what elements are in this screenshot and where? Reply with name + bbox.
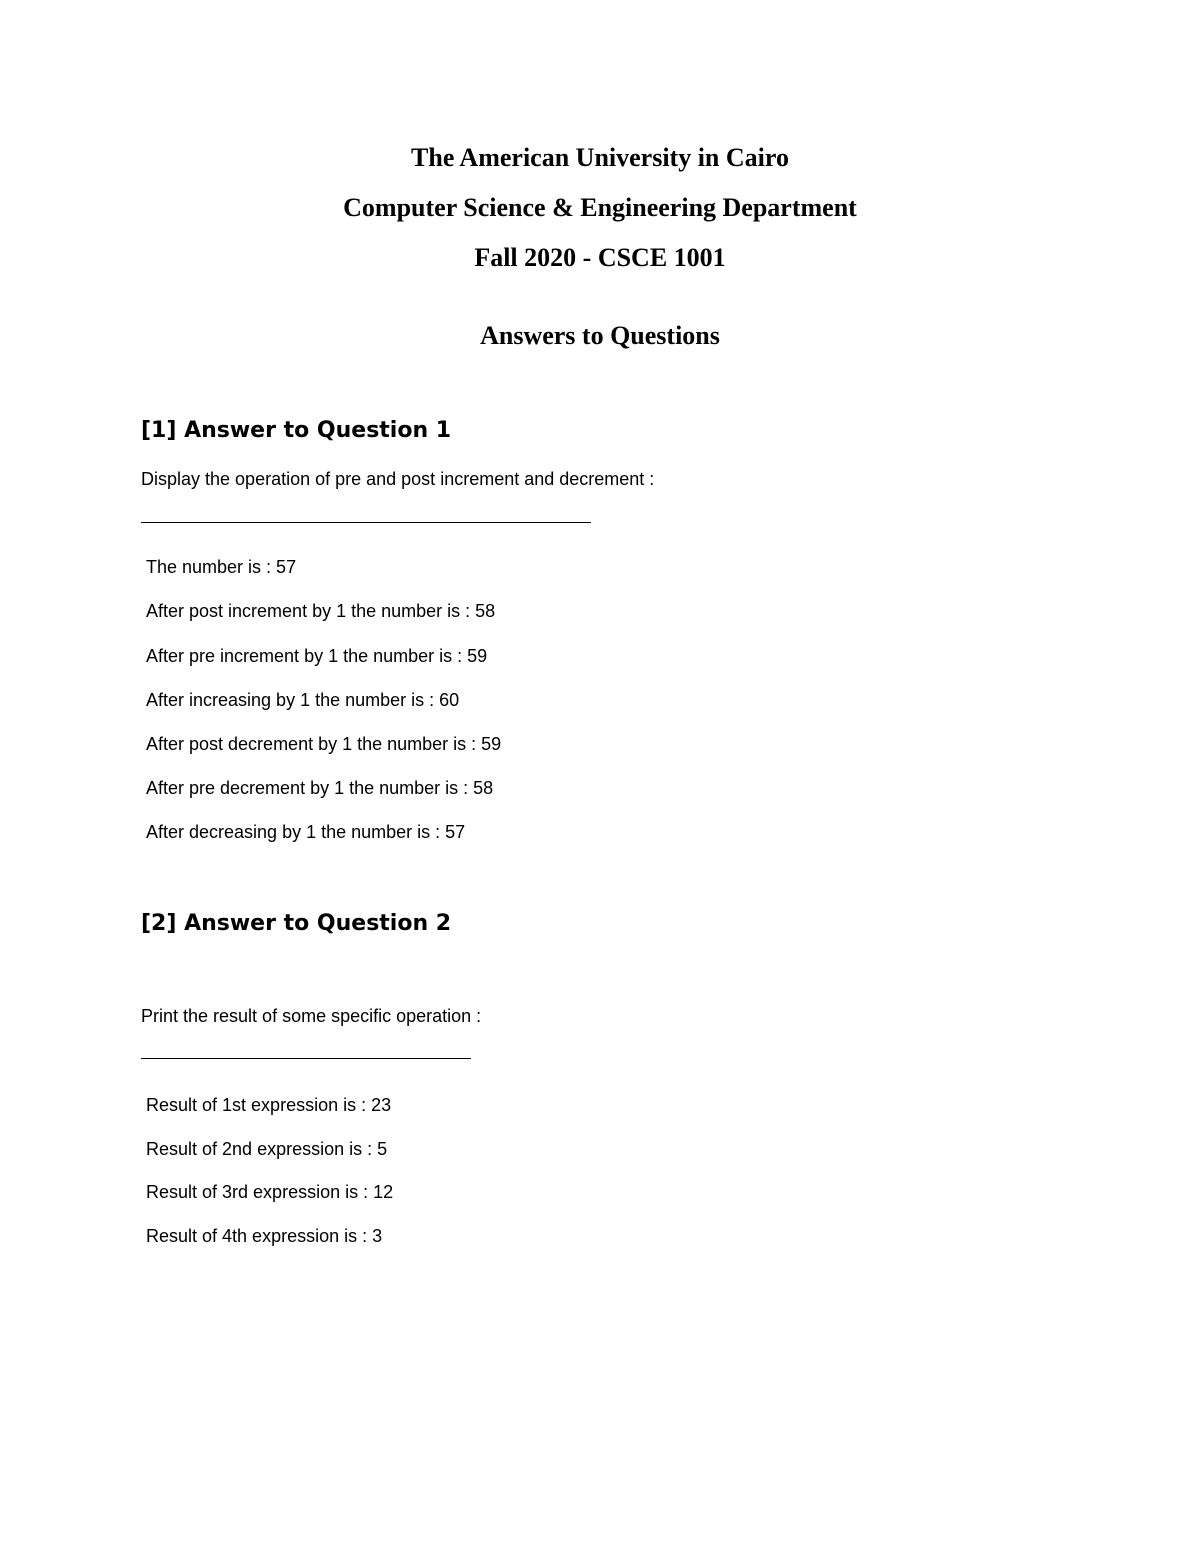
section-1-output-line: After decreasing by 1 the number is : 57: [146, 822, 466, 842]
section-2-output-line: Result of 2nd expression is : 5: [146, 1139, 388, 1159]
section-1-output-line: After post decrement by 1 the number is : 59: [146, 734, 502, 754]
section-2-output-line: Result of 4th expression is : 3: [146, 1226, 383, 1246]
section-1-heading: [1] Answer to Question 1: [141, 418, 452, 443]
section-2-divider: [141, 1058, 471, 1059]
section-2-intro: Print the result of some specific operation :: [141, 1006, 482, 1026]
section-1-output-line: The number is : 57: [146, 557, 297, 577]
department-name: Computer Science & Engineering Department: [343, 193, 857, 222]
section-1-output-line: After increasing by 1 the number is : 60: [146, 690, 460, 710]
section-1-output-line: After pre increment by 1 the number is : 59: [146, 646, 488, 666]
section-2-output-line: Result of 3rd expression is : 12: [146, 1182, 394, 1202]
section-1-divider: [141, 522, 591, 523]
document-title: Answers to Questions: [480, 321, 720, 350]
section-1-output-line: After post increment by 1 the number is : 58: [146, 601, 496, 621]
section-2-output-line: Result of 1st expression is : 23: [146, 1095, 392, 1115]
section-1-intro: Display the operation of pre and post increment and decrement :: [141, 469, 655, 489]
section-2-heading: [2] Answer to Question 2: [141, 911, 452, 936]
university-name: The American University in Cairo: [411, 143, 789, 172]
section-1-output-line: After pre decrement by 1 the number is : 58: [146, 778, 494, 798]
course-title: Fall 2020 - CSCE 1001: [474, 243, 726, 272]
